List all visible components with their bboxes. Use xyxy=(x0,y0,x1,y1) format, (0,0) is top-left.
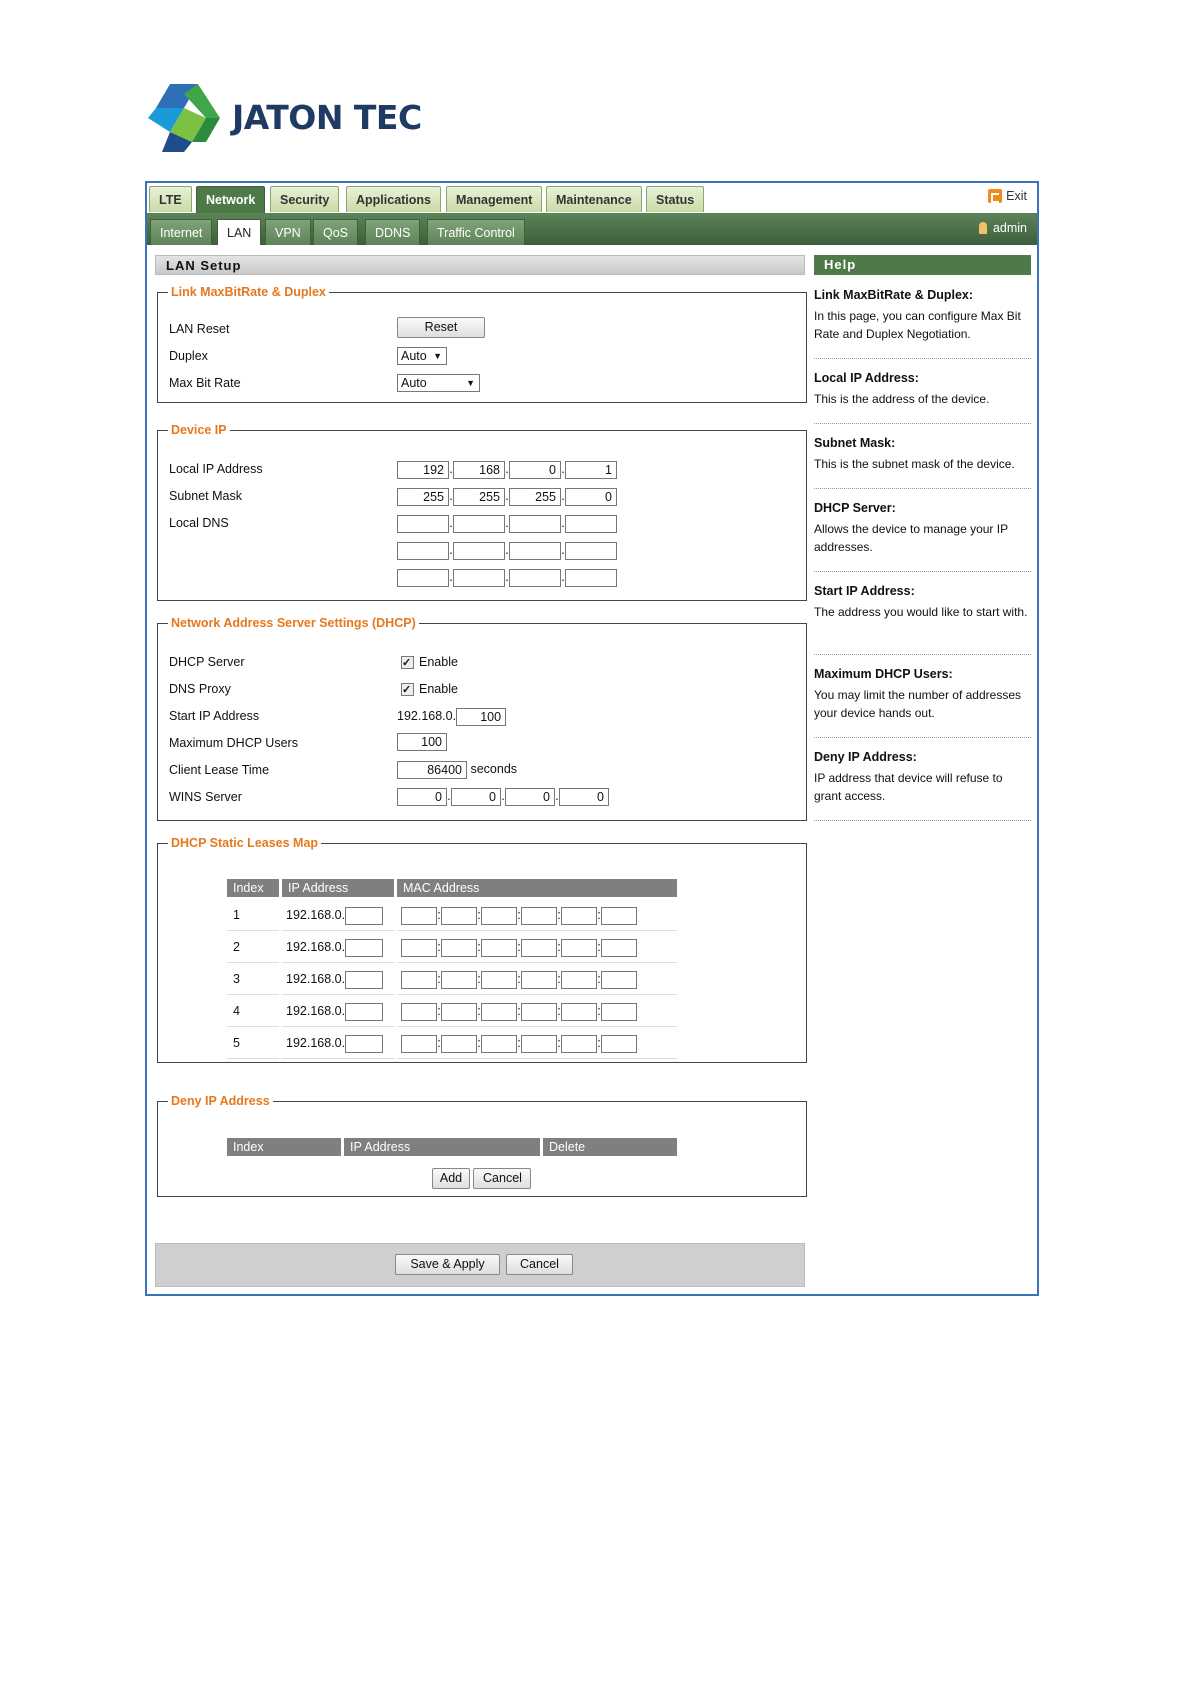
mac-octet-input[interactable] xyxy=(441,971,477,989)
dns-input[interactable] xyxy=(397,569,449,587)
mac-separator: : xyxy=(437,908,441,922)
lease-time-label: Client Lease Time xyxy=(169,763,270,777)
duplex-select[interactable] xyxy=(397,347,447,365)
static-leases-legend: DHCP Static Leases Map xyxy=(171,836,319,850)
checkbox-checked-icon xyxy=(401,683,414,696)
user-indicator xyxy=(979,221,1027,235)
lease-ip-input[interactable] xyxy=(345,1003,383,1021)
mac-octet-input[interactable] xyxy=(601,1035,637,1053)
mac-octet-input[interactable] xyxy=(521,1003,557,1021)
mac-separator: : xyxy=(437,1004,441,1018)
mac-separator: : xyxy=(597,1036,601,1050)
mac-separator: : xyxy=(517,1036,521,1050)
mac-octet-input[interactable] xyxy=(401,1003,437,1021)
local-ip-label: Local IP Address xyxy=(169,462,263,476)
sub-nav xyxy=(147,213,1037,245)
duplex-value: Auto xyxy=(401,349,427,363)
lease-ip-prefix: 192.168.0. xyxy=(286,940,346,954)
router-admin-window xyxy=(145,181,1039,1296)
mac-separator: : xyxy=(517,940,521,954)
dhcp-legend: Network Address Server Settings (DHCP) xyxy=(171,616,416,630)
lease-mac-cell xyxy=(397,995,677,1027)
deny-legend: Deny IP Address xyxy=(171,1094,270,1108)
mac-octet-input[interactable] xyxy=(481,907,517,925)
user-icon xyxy=(979,222,987,234)
mac-separator: : xyxy=(477,1004,481,1018)
mac-separator: : xyxy=(597,908,601,922)
dns-proxy-enable-label: Enable xyxy=(419,682,458,696)
lease-index: 2 xyxy=(227,931,279,963)
mac-octet-input[interactable] xyxy=(441,939,477,957)
mac-octet-input[interactable] xyxy=(601,971,637,989)
lease-ip-prefix: 192.168.0. xyxy=(286,972,346,986)
tab-maintenance[interactable]: Maintenance xyxy=(546,186,642,212)
dhcp-server-enable-label: Enable xyxy=(419,655,458,669)
help-divider xyxy=(814,737,1031,738)
mac-octet-input[interactable] xyxy=(601,1003,637,1021)
exit-label: Exit xyxy=(1006,189,1027,203)
subtab-traffic-control[interactable]: Traffic Control xyxy=(427,219,525,245)
help-heading: Maximum DHCP Users: xyxy=(814,667,953,681)
tab-status[interactable]: Status xyxy=(646,186,704,212)
help-text: This is the subnet mask of the device. xyxy=(814,457,1015,471)
dns-input[interactable] xyxy=(509,542,561,560)
mac-octet-input[interactable] xyxy=(521,907,557,925)
help-text: In this page, you can configure Max Bit Rate and Duplex Negotiation. xyxy=(814,309,1021,341)
mac-separator: : xyxy=(477,972,481,986)
mac-octet-input[interactable] xyxy=(601,907,637,925)
subtab-ddns[interactable]: DDNS xyxy=(365,219,420,245)
local-dns-label: Local DNS xyxy=(169,516,229,530)
mac-octet-input[interactable] xyxy=(481,1003,517,1021)
wins-octet-1[interactable]: 0 xyxy=(397,788,447,806)
maxbit-select[interactable] xyxy=(397,374,480,392)
help-divider xyxy=(814,820,1031,821)
static-col-ip: IP Address xyxy=(282,879,394,897)
lease-time-input[interactable]: 86400 xyxy=(397,761,467,779)
mac-octet-input[interactable] xyxy=(521,1035,557,1053)
mac-octet-input[interactable] xyxy=(561,1035,597,1053)
mac-octet-input[interactable] xyxy=(441,907,477,925)
local-ip-octet-2[interactable]: 168 xyxy=(453,461,505,479)
wins-inputs: 0 . 0 . 0 . 0 xyxy=(397,786,609,806)
mac-separator: : xyxy=(437,940,441,954)
action-bar xyxy=(155,1243,805,1287)
chevron-down-icon: ▼ xyxy=(466,378,475,388)
lease-ip-cell xyxy=(282,995,394,1027)
deny-col-ip: IP Address xyxy=(344,1138,540,1156)
deny-col-delete: Delete xyxy=(543,1138,677,1156)
main-nav xyxy=(147,183,1037,213)
mac-separator: : xyxy=(477,940,481,954)
subtab-internet[interactable]: Internet xyxy=(150,219,212,245)
subnet-octet-4[interactable]: 0 xyxy=(565,488,617,506)
tab-security[interactable]: Security xyxy=(270,186,339,212)
link-fieldset xyxy=(157,285,807,403)
lease-ip-input[interactable] xyxy=(345,971,383,989)
dns-input[interactable] xyxy=(397,515,449,533)
lease-ip-input[interactable] xyxy=(345,1035,383,1053)
lease-time-unit: seconds xyxy=(470,762,518,776)
lease-mac-cell xyxy=(397,963,677,995)
device-ip-legend: Device IP xyxy=(171,423,227,437)
local-ip-octet-1[interactable]: 192 xyxy=(397,461,449,479)
local-ip-octet-3[interactable]: 0 xyxy=(509,461,561,479)
help-text: The address you would like to start with. xyxy=(814,605,1028,619)
help-divider xyxy=(814,654,1031,655)
lease-time-group xyxy=(397,759,517,779)
start-ip-input[interactable]: 100 xyxy=(456,708,506,726)
mac-octet-input[interactable] xyxy=(521,971,557,989)
mac-octet-input[interactable] xyxy=(561,907,597,925)
lease-index: 4 xyxy=(227,995,279,1027)
help-divider xyxy=(814,358,1031,359)
wins-octet-3[interactable]: 0 xyxy=(505,788,555,806)
lease-ip-prefix: 192.168.0. xyxy=(286,1004,346,1018)
user-name: admin xyxy=(992,221,1027,235)
dns-2-inputs: . . . xyxy=(397,540,617,560)
mac-octet-input[interactable] xyxy=(441,1035,477,1053)
help-text: Allows the device to manage your IP addresses. xyxy=(814,522,1008,554)
mac-octet-input[interactable] xyxy=(521,939,557,957)
dns-input[interactable] xyxy=(453,515,505,533)
wins-octet-2[interactable]: 0 xyxy=(451,788,501,806)
deny-add-button[interactable]: Add xyxy=(432,1168,470,1189)
dns-1-inputs: . . . xyxy=(397,513,617,533)
wins-label: WINS Server xyxy=(169,790,242,804)
max-users-label: Maximum DHCP Users xyxy=(169,736,298,750)
mac-octet-input[interactable] xyxy=(601,939,637,957)
dns-input[interactable] xyxy=(453,569,505,587)
tab-lte[interactable]: LTE xyxy=(149,186,192,212)
help-heading: Subnet Mask: xyxy=(814,436,896,450)
exit-link[interactable] xyxy=(988,189,1027,203)
tab-management[interactable]: Management xyxy=(446,186,542,212)
max-users-input[interactable]: 100 xyxy=(397,733,447,751)
duplex-label: Duplex xyxy=(169,349,208,363)
chevron-down-icon: ▼ xyxy=(433,351,442,361)
dns-input[interactable] xyxy=(565,542,617,560)
brand-logo xyxy=(148,84,422,156)
start-ip-label: Start IP Address xyxy=(169,709,260,723)
exit-icon xyxy=(988,189,1002,203)
mac-octet-input[interactable] xyxy=(401,1035,437,1053)
lease-mac-cell xyxy=(397,899,677,931)
mac-separator: : xyxy=(477,1036,481,1050)
lease-mac-cell xyxy=(397,931,677,963)
subnet-label: Subnet Mask xyxy=(169,489,242,503)
lease-ip-cell xyxy=(282,899,394,931)
subnet-octet-2[interactable]: 255 xyxy=(453,488,505,506)
save-apply-button[interactable]: Save & Apply xyxy=(395,1254,500,1275)
mac-octet-input[interactable] xyxy=(561,939,597,957)
mac-octet-input[interactable] xyxy=(481,939,517,957)
dns-input[interactable] xyxy=(509,515,561,533)
local-ip-octet-4[interactable]: 1 xyxy=(565,461,617,479)
help-text: You may limit the number of addresses your device hands out. xyxy=(814,688,1021,720)
dns-input[interactable] xyxy=(565,569,617,587)
help-divider xyxy=(814,488,1031,489)
reset-button[interactable]: Reset xyxy=(397,317,485,338)
subnet-octet-1[interactable]: 255 xyxy=(397,488,449,506)
lease-mac-cell xyxy=(397,1027,677,1059)
dhcp-server-checkbox[interactable] xyxy=(401,652,458,672)
mac-separator: : xyxy=(437,1036,441,1050)
lease-index: 3 xyxy=(227,963,279,995)
dns-proxy-label: DNS Proxy xyxy=(169,682,231,696)
maxbit-label: Max Bit Rate xyxy=(169,376,241,390)
mac-octet-input[interactable] xyxy=(481,1035,517,1053)
checkbox-checked-icon xyxy=(401,656,414,669)
cancel-button[interactable]: Cancel xyxy=(506,1254,573,1275)
help-heading: Start IP Address: xyxy=(814,584,915,598)
local-ip-inputs: 192 . 168 . 0 . 1 xyxy=(397,459,617,479)
lease-ip-prefix: 192.168.0. xyxy=(286,1036,346,1050)
mac-separator: : xyxy=(477,908,481,922)
dhcp-server-label: DHCP Server xyxy=(169,655,245,669)
lease-ip-prefix: 192.168.0. xyxy=(286,908,346,922)
mac-separator: : xyxy=(517,908,521,922)
wins-octet-4[interactable]: 0 xyxy=(559,788,609,806)
mac-separator: : xyxy=(557,908,561,922)
deny-cancel-button[interactable]: Cancel xyxy=(473,1168,531,1189)
maxbit-value: Auto xyxy=(401,376,427,390)
help-heading: DHCP Server: xyxy=(814,501,896,515)
lease-ip-cell xyxy=(282,1027,394,1059)
deny-col-index: Index xyxy=(227,1138,341,1156)
help-divider xyxy=(814,423,1031,424)
mac-separator: : xyxy=(557,940,561,954)
subnet-octet-3[interactable]: 255 xyxy=(509,488,561,506)
mac-octet-input[interactable] xyxy=(481,971,517,989)
mac-octet-input[interactable] xyxy=(401,971,437,989)
dns-input[interactable] xyxy=(509,569,561,587)
mac-separator: : xyxy=(597,972,601,986)
start-ip-prefix: 192.168.0. xyxy=(397,709,457,723)
help-heading: Link MaxBitRate & Duplex: xyxy=(814,288,974,302)
static-col-mac: MAC Address xyxy=(397,879,677,897)
mac-separator: : xyxy=(517,1004,521,1018)
logo-icon xyxy=(148,84,228,152)
help-text: IP address that device will refuse to grant access. xyxy=(814,771,1003,803)
help-text: This is the address of the device. xyxy=(814,392,990,406)
static-col-index: Index xyxy=(227,879,279,897)
brand-name: JATON TEC xyxy=(232,98,422,137)
mac-octet-input[interactable] xyxy=(561,1003,597,1021)
mac-separator: : xyxy=(597,940,601,954)
subtab-vpn[interactable]: VPN xyxy=(265,219,311,245)
page-title: LAN Setup xyxy=(155,255,805,275)
mac-separator: : xyxy=(597,1004,601,1018)
mac-octet-input[interactable] xyxy=(441,1003,477,1021)
mac-separator: : xyxy=(557,1004,561,1018)
lan-reset-label: LAN Reset xyxy=(169,322,230,336)
link-legend: Link MaxBitRate & Duplex xyxy=(171,285,326,299)
subtab-lan[interactable]: LAN xyxy=(217,219,261,245)
dns-input[interactable] xyxy=(565,515,617,533)
mac-separator: : xyxy=(557,1036,561,1050)
lease-index: 1 xyxy=(227,899,279,931)
mac-octet-input[interactable] xyxy=(401,907,437,925)
lease-index: 5 xyxy=(227,1027,279,1059)
mac-separator: : xyxy=(557,972,561,986)
mac-octet-input[interactable] xyxy=(401,939,437,957)
help-heading: Local IP Address: xyxy=(814,371,919,385)
lease-ip-input[interactable] xyxy=(345,939,383,957)
mac-separator: : xyxy=(517,972,521,986)
dns-input[interactable] xyxy=(397,542,449,560)
subnet-inputs: 255 . 255 . 255 . 0 xyxy=(397,486,617,506)
mac-separator: : xyxy=(437,972,441,986)
help-divider xyxy=(814,571,1031,572)
tab-applications[interactable]: Applications xyxy=(346,186,441,212)
dns-input[interactable] xyxy=(453,542,505,560)
lease-ip-input[interactable] xyxy=(345,907,383,925)
lease-ip-cell xyxy=(282,931,394,963)
help-title: Help xyxy=(814,255,1031,275)
start-ip-group xyxy=(397,706,506,726)
subtab-qos[interactable]: QoS xyxy=(313,219,358,245)
dns-proxy-checkbox[interactable] xyxy=(401,679,458,699)
dns-3-inputs: . . . xyxy=(397,567,617,587)
help-heading: Deny IP Address: xyxy=(814,750,917,764)
mac-octet-input[interactable] xyxy=(561,971,597,989)
tab-network[interactable]: Network xyxy=(196,186,265,213)
lease-ip-cell xyxy=(282,963,394,995)
